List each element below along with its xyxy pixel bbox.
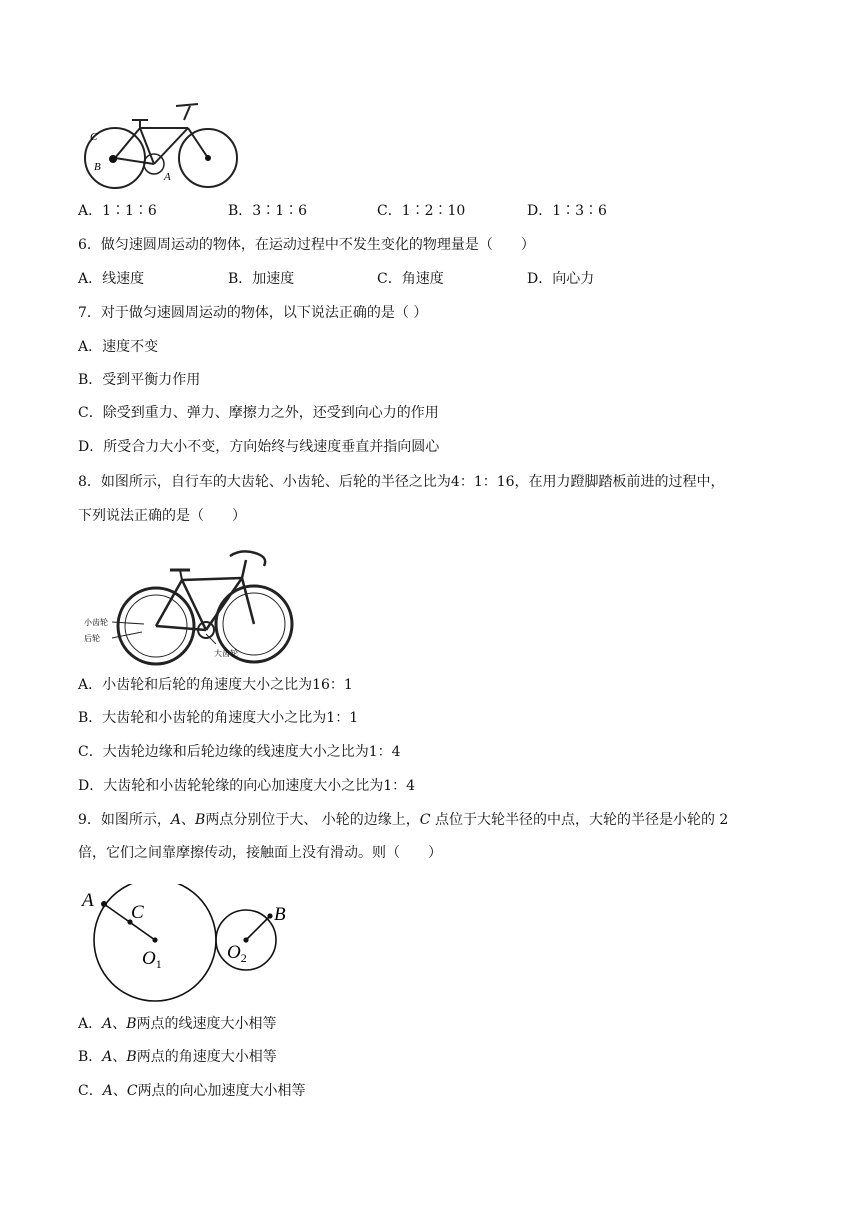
q7-option-a[interactable]: A．速度不变 (78, 339, 159, 355)
q9-option-b[interactable] (78, 1048, 277, 1066)
q9-option-c-point2: C (126, 1083, 138, 1099)
q6-option-d[interactable]: D．向心力 (527, 271, 595, 287)
q9-stem-line1 (78, 811, 728, 829)
q6-option-b[interactable]: B．加速度 (228, 271, 295, 287)
q9-option-b-point1: A (102, 1049, 113, 1065)
q9-option-a-sep: 、 (112, 1016, 127, 1032)
fig3-label-c: C (131, 902, 144, 923)
fig1-label-a: A (164, 171, 171, 183)
q5-option-b[interactable]: B．3∶1∶6 (228, 203, 308, 219)
q6-stem: 6．做匀速圆周运动的物体，在运动过程中不发生变化的物理量是（ ） (78, 237, 535, 253)
bicycle-figure-q8 (82, 544, 304, 666)
q7-option-d[interactable]: D．所受合力大小不变，方向始终与线速度垂直并指向圆心 (78, 439, 440, 455)
q9-stem-point-a: A (170, 812, 182, 828)
q6-option-a[interactable]: A．线速度 (78, 271, 145, 287)
q9-stem-point-b: B (195, 812, 206, 828)
fig1-label-c: C (90, 131, 98, 143)
q9-stem-text-3: 两点分别位于大、 小轮的边缘上， (205, 812, 420, 828)
q9-option-b-prefix: B． (78, 1049, 103, 1065)
q9-option-b-rest: 两点的角速度大小相等 (136, 1049, 277, 1065)
q9-option-c-sep: 、 (112, 1083, 127, 1099)
fig3-label-a: A (82, 890, 94, 911)
fig2-label-big-gear: 大齿轮 (214, 649, 238, 658)
fig3-label-o1: $O_1$ (142, 948, 162, 971)
q7-option-c[interactable]: C．除受到重力、弹力、摩擦力之外，还受到向心力的作用 (78, 405, 439, 421)
q6-option-c[interactable]: C．角速度 (377, 271, 444, 287)
q9-option-a-point1: A (102, 1016, 113, 1032)
q9-option-c-prefix: C． (78, 1083, 103, 1099)
fig3-label-b: B (274, 904, 286, 925)
q9-option-c-point1: A (102, 1083, 113, 1099)
q7-option-b[interactable]: B．受到平衡力作用 (78, 372, 201, 388)
q9-stem-text-2: 、 (181, 812, 196, 828)
q9-option-a[interactable] (78, 1015, 277, 1033)
bicycle-figure-q5 (80, 98, 240, 192)
q9-option-a-prefix: A． (78, 1016, 103, 1032)
q9-option-c-rest: 两点的向心加速度大小相等 (137, 1083, 306, 1099)
q7-stem: 7．对于做匀速圆周运动的物体，以下说法正确的是（ ） (78, 305, 428, 321)
q9-option-a-rest: 两点的线速度大小相等 (136, 1016, 277, 1032)
q8-option-b[interactable]: B．大齿轮和小齿轮的角速度大小之比为1：1 (78, 710, 359, 726)
q8-option-d[interactable]: D．大齿轮和小齿轮轮缘的向心加速度大小之比为1：4 (78, 778, 416, 794)
q5-option-d[interactable]: D．1∶3∶6 (527, 203, 607, 219)
q9-stem-text-4: 点位于大轮半径的中点，大轮的半径是小轮的 2 (430, 812, 729, 828)
q9-stem-text-1: 9．如图所示， (78, 812, 171, 828)
fig2-label-rear-wheel: 后轮 (84, 634, 100, 643)
q5-option-c[interactable]: C．1∶2∶10 (377, 203, 466, 219)
q9-stem-line2: 倍，它们之间靠摩擦传动，接触面上没有滑动。则（ ） (78, 845, 442, 861)
q8-option-a[interactable]: A．小齿轮和后轮的角速度大小之比为16：1 (78, 677, 353, 693)
q9-option-a-point2: B (126, 1016, 137, 1032)
q8-option-c[interactable]: C．大齿轮边缘和后轮边缘的线速度大小之比为1：4 (78, 744, 401, 760)
fig3-label-o2: $O_2$ (227, 942, 247, 965)
q8-stem-line2: 下列说法正确的是（ ） (78, 508, 246, 524)
q8-stem-line1: 8．如图所示，自行车的大齿轮、小齿轮、后轮的半径之比为4：1：16，在用力蹬脚踏板前进的过程中， (78, 474, 725, 490)
q9-option-c[interactable] (78, 1082, 306, 1100)
q9-option-b-sep: 、 (112, 1049, 127, 1065)
q9-option-b-point2: B (126, 1049, 137, 1065)
fig2-label-small-gear: 小齿轮 (84, 618, 108, 627)
q9-stem-point-c: C (419, 812, 431, 828)
friction-wheels-figure-q9 (80, 884, 296, 1006)
fig1-label-b: B (94, 161, 101, 173)
q5-option-a[interactable]: A．1∶1∶6 (78, 203, 157, 219)
